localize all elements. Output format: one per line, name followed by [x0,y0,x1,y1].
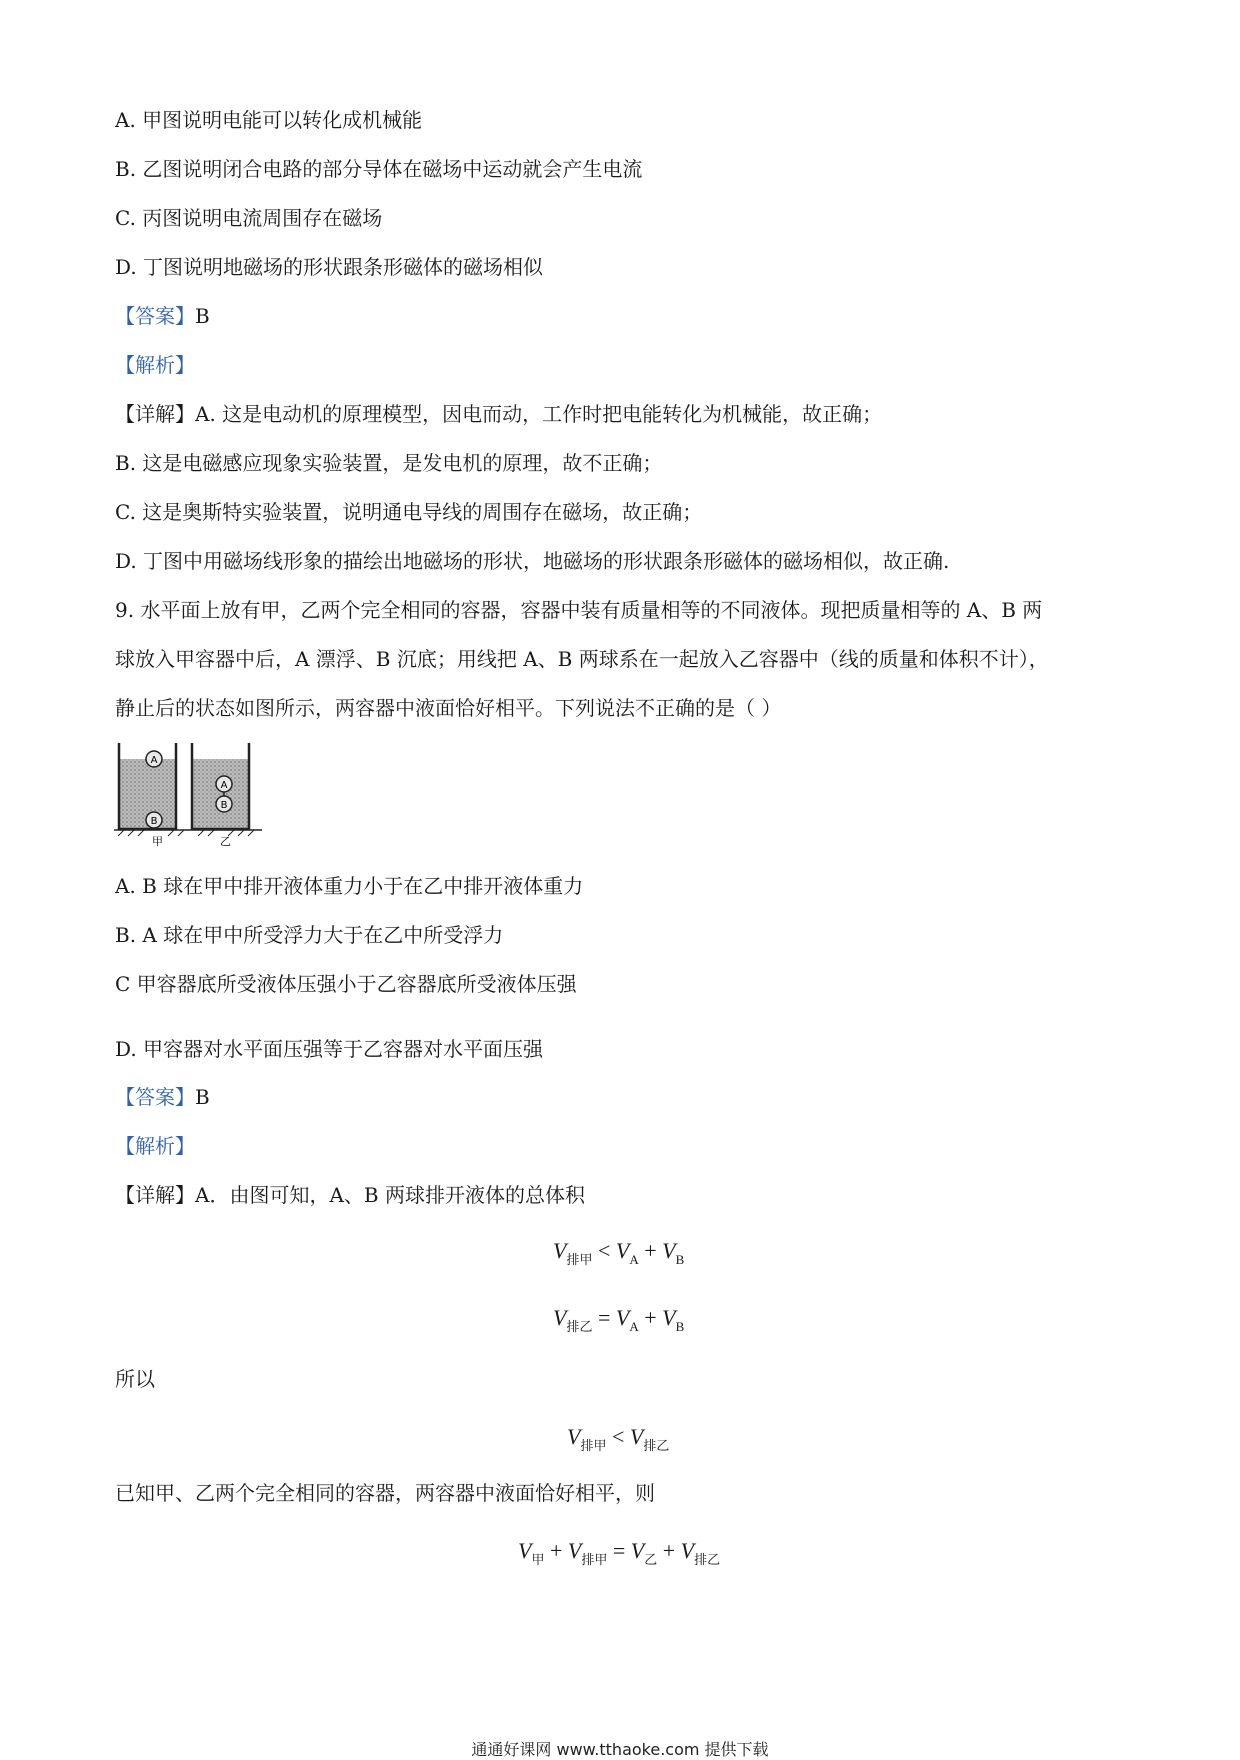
q8-analysis [115,351,195,379]
q8-option-d: D. 丁图说明地磁场的形状跟条形磁体的磁场相似 [115,255,544,279]
svg-text:A: A [150,755,158,766]
liquid-yi [192,759,249,829]
ground-hatch [118,830,254,836]
q8-detail-d: D. 丁图中用磁场线形象的描绘出地磁场的形状，地磁场的形状跟条形磁体的磁场相似，故正确. [115,549,950,573]
q8-option-a: A. 甲图说明电能可以转化成机械能 [115,108,423,132]
equation-4: $V_甲 + V_{排甲} = V_乙 + V_{排乙}$ [518,1538,721,1567]
q9-stem-line-2: 球放入甲容器中后，A 漂浮、B 沉底；用线把 A、B 两球系在一起放入乙容器中（线的质量和体积不计）， [115,647,1049,671]
detail-text: A．由图可知，A、B 两球排开液体的总体积 [195,1183,585,1207]
label-yi: 乙 [220,835,231,848]
analysis-tag: 【解析】 [115,353,195,377]
equation-2: $V_{排乙} = V_A + V_B$ [553,1305,685,1334]
label-jia: 甲 [152,835,163,848]
q8-option-c: C. 丙图说明电流周围存在磁场 [115,206,383,230]
containers-figure [114,741,264,849]
q9-detail-1 [115,1181,585,1209]
detail-tag: 【详解】 [115,402,195,426]
q9-option-d: D. 甲容器对水平面压强等于乙容器对水平面压强 [115,1037,544,1061]
q9-option-c: C 甲容器底所受液体压强小于乙容器底所受液体压强 [115,972,577,996]
svg-text:B: B [150,816,158,827]
q8-detail-a [115,400,882,428]
q9-stem-line-1: 9. 水平面上放有甲，乙两个完全相同的容器，容器中装有质量相等的不同液体。现把质量相等的 A、B 两 [115,598,1043,622]
q9-option-b: B. A 球在甲中所受浮力大于在乙中所受浮力 [115,923,504,947]
svg-text:A: A [220,780,228,791]
footer-source: 通通好课网 www.tthaoke.com 提供下载 [471,1740,769,1759]
q8-answer [115,302,210,330]
q8-detail-b: B. 这是电磁感应现象实验装置，是发电机的原理，故不正确； [115,451,663,475]
container-jia [119,743,176,829]
q9-option-a: A. B 球在甲中排开液体重力小于在乙中排开液体重力 [115,874,584,898]
answer-value: B [195,1085,210,1109]
container-yi [192,743,249,829]
q8-option-b: B. 乙图说明闭合电路的部分导体在磁场中运动就会产生电流 [115,157,643,181]
svg-text:B: B [220,800,228,811]
q8-detail-c: C. 这是奥斯特实验装置，说明通电导线的周围存在磁场，故正确； [115,500,703,524]
therefore-text: 所以 [115,1367,155,1391]
q9-answer [115,1083,210,1111]
q9-analysis [115,1132,195,1160]
detail-text: A. 这是电动机的原理模型，因电而动，工作时把电能转化为机械能，故正确； [195,402,883,426]
answer-value: B [195,304,210,328]
analysis-tag: 【解析】 [115,1134,195,1158]
detail-tag: 【详解】 [115,1183,195,1207]
answer-tag: 【答案】 [115,304,195,328]
q9-stem-line-3: 静止后的状态如图所示，两容器中液面恰好相平。下列说法不正确的是（ ） [115,696,782,720]
equation-1: $V_{排甲} < V_A + V_B$ [553,1238,685,1267]
equation-3: $V_{排甲} < V_{排乙}$ [567,1424,670,1453]
known-text: 已知甲、乙两个完全相同的容器，两容器中液面恰好相平，则 [115,1481,655,1505]
answer-tag: 【答案】 [115,1085,195,1109]
